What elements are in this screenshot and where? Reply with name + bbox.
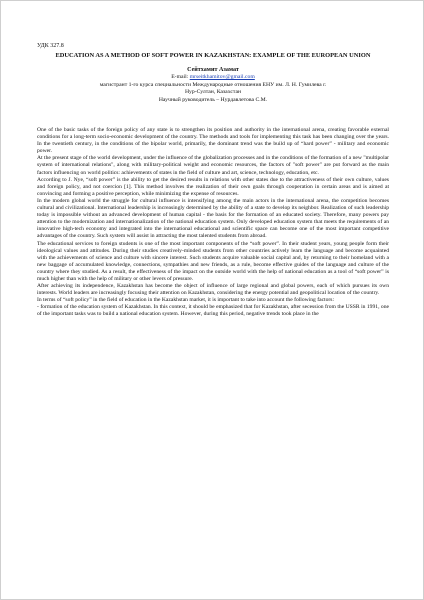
article-title: EDUCATION AS A METHOD OF SOFT POWER IN KAZAKHSTAN: EXAMPLE OF THE EUROPEAN UNION [55,52,371,59]
paragraph: The educational services to foreign students is one of the most important components of the “soft power”. In their student years, young people form their ideological values and attitudes. During their studies creatively-minded students from other countries actively learn the language and become acquainted with the achievements of science and culture with sincere interest. Such students acquire valuable social capital and, by returning to their homeland with a new baggage of accumulated knowledge, connections, sympathies and new friends, as a rule, become effective guides of the language and culture of the country where they studied. As a result, the effectiveness of the impact on the outside world with the help of national education as a tool of “soft power” is much higher than with the help of military or other levers of pressure. [37,240,389,282]
email-label: E-mail: [171,74,189,80]
affiliation-line-1: магистрант 1-го курса специальности Международные отношения ЕНУ им. Л. Н. Гумилева г. [99,81,327,88]
paragraph: In terms of “soft policy” in the field of education in the Kazakhstan market, it is important to take into account the following factors: [37,297,335,304]
paragraph: In the modern global world the struggle for cultural influence is intensifying among the main actors in the international arena, the competition becomes cultural and civilizational. International leadership is increasingly determined by the ability of a state to develop its neighbor. Realization of such leadership today is impossible without an advanced development of human capital - the basis for the formation of an educated society. Therefore, many powers pay attention to the modernization and internationalization of the national education system. Only developed education system that meets the requirements of an innovative high-tech economy and integrated into the international educational and scientific space can become one of the most important competitive advantages of the country. Such system will assist in attracting the most talented students from abroad. [37,197,389,240]
author-name: Сейтхамит Азамат [187,67,239,73]
section-spacer [37,104,389,127]
article-body [37,42,389,319]
email-link[interactable]: mrseitkhamitov@gmail.com [189,74,255,80]
supervisor-line: Научный руководитель – Нурдавлетова С.М. [158,96,268,103]
paragraph: One of the basic tasks of the foreign policy of any state is to strengthen its position and authority in the international arena, creating favorable external conditions for a long-term socio-economic development of the country. The methods and tools for implementing this task has been changing over the years. In the twentieth century, in the conditions of the bipolar world, primarily, the dominant trend was the build up of “hard power” - military and economic power. [37,127,389,155]
email-line [37,74,389,82]
affiliation-line-2: Нур-Султан, Казахстан [184,89,242,95]
paragraph: According to J. Nye, “soft power” is the ability to get the desired results in relations with other states due to the attractiveness of their own culture, values and foreign policy, and not coercion [1]. This method involves the realization of their own goals through cooperation in certain areas and is aimed at convincing and forming a positive perception, while minimizing the expense of resources. [37,176,389,197]
paragraph: At the present stage of the world development, under the influence of the globalization processes and in the conditions of the formation of a new "multipolar system of international relations", along with military-political weight and economic resources, the factors of "soft power" are put forward as the main factors influencing on world politics: achievements of states in the field of culture and art, science, technology, education, etc. [37,155,389,176]
udk-code: УДК 327.8 [37,43,64,49]
paragraph: After achieving its independence, Kazakhstan has become the object of influence of large regional and global powers, each of which pursues its own interests. World leaders are increasingly focusing their attention on Kazakhstan, considering the energy potential and geopolitical location of the country. [37,283,389,297]
paragraph: - formation of the education system of Kazakhstan. In this context, it should be emphasized that for Kazakhstan, after secession from the USSR in 1991, one of the important tasks was to build a national education system. However, during this period, negative trends took place in the [37,304,389,318]
